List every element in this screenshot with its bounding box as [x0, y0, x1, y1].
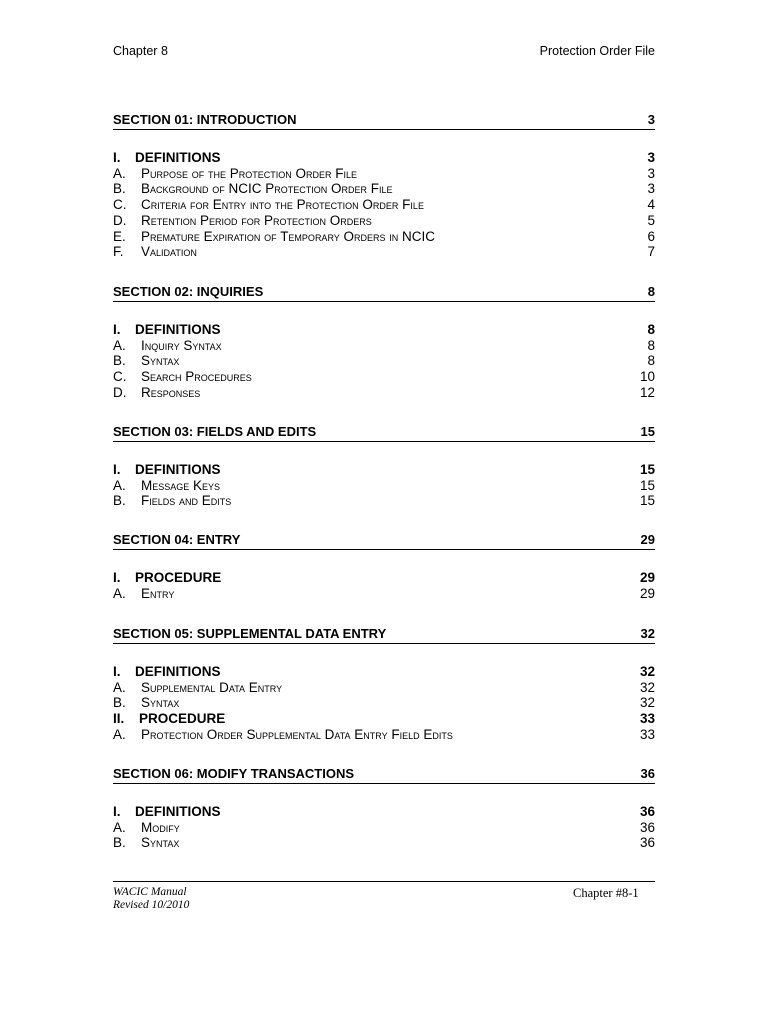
entry-page-number: 4 [647, 197, 655, 213]
toc-entry[interactable] [113, 244, 655, 260]
entry-title: DEFINITIONS [135, 664, 221, 679]
entry-title: Search Procedures [141, 369, 252, 385]
entry-page-number: 36 [639, 804, 655, 819]
entry-page-number: 36 [639, 835, 655, 851]
toc-entry[interactable] [113, 493, 655, 509]
entry-page-number: 5 [647, 212, 655, 228]
entry-number: F. [113, 244, 124, 260]
toc-subsection-heading[interactable] [113, 664, 655, 680]
footer-page-ref: Chapter #8-1 [573, 886, 639, 900]
entry-title: DEFINITIONS [135, 804, 221, 819]
footer-manual-info [113, 886, 189, 912]
toc-section-heading[interactable] [113, 112, 655, 130]
entry-number: B. [113, 835, 126, 851]
entry-page-number: 36 [639, 819, 655, 835]
section-page-number: 32 [640, 626, 655, 641]
entry-number: B. [113, 353, 126, 369]
entry-page-number: 3 [647, 165, 655, 181]
entry-title: Responses [141, 384, 201, 400]
entry-page-number: 12 [639, 384, 655, 400]
toc-entry[interactable] [113, 478, 655, 494]
chapter-label: Chapter 8 [113, 44, 168, 58]
entry-page-number: 29 [639, 585, 655, 601]
entry-title: Background of NCIC Protection Order File [141, 181, 393, 197]
entry-number: B. [113, 493, 126, 509]
entry-page-number: 3 [647, 150, 655, 165]
section-page-number: 15 [640, 424, 655, 439]
entry-page-number: 15 [639, 462, 655, 477]
entry-number: A. [113, 337, 126, 353]
entry-number: A. [113, 819, 126, 835]
entry-title: Criteria for Entry into the Protection Order File [141, 197, 424, 213]
entry-title: Syntax [141, 695, 180, 711]
entry-number: I. [113, 804, 121, 819]
section-title: SECTION 06: MODIFY TRANSACTIONS [113, 766, 355, 781]
toc-entry[interactable] [113, 338, 655, 354]
entry-title: PROCEDURE [135, 570, 222, 585]
toc-subsection-heading[interactable] [113, 150, 655, 166]
entry-number: I. [113, 322, 121, 337]
toc-entry[interactable] [113, 166, 655, 182]
section-page-number: 3 [647, 112, 655, 127]
entry-page-number: 32 [639, 679, 655, 695]
toc-section-heading[interactable] [113, 424, 655, 442]
entry-page-number: 33 [639, 711, 655, 727]
entry-page-number: 33 [639, 726, 655, 742]
entry-page-number: 8 [647, 322, 655, 337]
file-title: Protection Order File [539, 44, 655, 58]
entry-title: DEFINITIONS [135, 150, 221, 165]
section-title: SECTION 05: SUPPLEMENTAL DATA ENTRY [113, 626, 387, 641]
toc-subsection-heading[interactable] [113, 711, 655, 727]
section-page-number: 8 [647, 284, 655, 299]
entry-title: Premature Expiration of Temporary Orders in NCIC [141, 228, 436, 244]
section-title: SECTION 04: ENTRY [113, 532, 241, 547]
entry-title: Validation [141, 244, 197, 260]
section-title: SECTION 01: INTRODUCTION [113, 112, 297, 127]
footer-revised-date: Revised 10/2010 [113, 899, 190, 911]
entry-page-number: 29 [639, 570, 655, 585]
section-title: SECTION 03: FIELDS AND EDITS [113, 424, 317, 439]
toc-entry[interactable] [113, 213, 655, 229]
section-page-number: 36 [640, 766, 655, 781]
entry-number: I. [113, 462, 121, 477]
entry-title: Syntax [141, 353, 180, 369]
entry-number: B. [113, 695, 126, 711]
toc-subsection-heading[interactable] [113, 804, 655, 820]
entry-number: A. [113, 585, 126, 601]
toc-entry[interactable] [113, 680, 655, 696]
entry-page-number: 15 [639, 477, 655, 493]
entry-number: A. [113, 679, 126, 695]
entry-number: D. [113, 212, 127, 228]
entry-title: Fields and Edits [141, 493, 232, 509]
toc-entry[interactable] [113, 197, 655, 213]
entry-title: Entry [141, 585, 175, 601]
entry-number: C. [113, 369, 127, 385]
entry-number: I. [113, 570, 121, 585]
toc-subsection-heading[interactable] [113, 322, 655, 338]
entry-number: II. [113, 711, 125, 727]
entry-title: Retention Period for Protection Orders [141, 212, 372, 228]
footer-divider [113, 881, 655, 882]
toc-entry[interactable] [113, 586, 655, 602]
toc-entry[interactable] [113, 229, 655, 245]
entry-page-number: 32 [639, 664, 655, 679]
entry-title: PROCEDURE [139, 711, 226, 727]
entry-title: Inquiry Syntax [141, 337, 222, 353]
entry-number: A. [113, 477, 126, 493]
entry-page-number: 32 [639, 695, 655, 711]
toc-entry[interactable] [113, 385, 655, 401]
toc-entry[interactable] [113, 369, 655, 385]
section-title: SECTION 02: INQUIRIES [113, 284, 264, 299]
entry-page-number: 8 [647, 337, 655, 353]
entry-number: A. [113, 165, 126, 181]
entry-title: Message Keys [141, 477, 221, 493]
entry-page-number: 8 [647, 353, 655, 369]
toc-entry[interactable] [113, 835, 655, 851]
toc-entry[interactable] [113, 353, 655, 369]
entry-page-number: 7 [647, 244, 655, 260]
entry-number: I. [113, 150, 121, 165]
entry-number: C. [113, 197, 127, 213]
entry-number: A. [113, 726, 126, 742]
entry-title: Purpose of the Protection Order File [141, 165, 358, 181]
section-page-number: 29 [640, 532, 655, 547]
entry-page-number: 10 [639, 369, 655, 385]
toc-entry[interactable] [113, 695, 655, 711]
toc-section-heading[interactable] [113, 626, 655, 644]
entry-title: Modify [141, 819, 180, 835]
entry-page-number: 6 [647, 228, 655, 244]
entry-title: Syntax [141, 835, 180, 851]
toc-subsection-heading[interactable] [113, 570, 655, 586]
entry-page-number: 3 [647, 181, 655, 197]
toc-subsection-heading[interactable] [113, 462, 655, 478]
entry-page-number: 15 [639, 493, 655, 509]
footer-manual-name: WACIC Manual [113, 886, 187, 898]
entry-number: E. [113, 228, 126, 244]
entry-title: Protection Order Supplemental Data Entry Field Edits [141, 726, 453, 742]
toc-section-heading[interactable] [113, 284, 655, 302]
entry-title: DEFINITIONS [135, 322, 221, 337]
entry-number: I. [113, 664, 121, 679]
toc-section-heading[interactable] [113, 766, 655, 784]
toc-entry[interactable] [113, 820, 655, 836]
toc-section-heading[interactable] [113, 532, 655, 550]
entry-number: B. [113, 181, 126, 197]
page-header [113, 44, 655, 60]
toc-entry[interactable] [113, 181, 655, 197]
toc-entry[interactable] [113, 727, 655, 743]
entry-title: DEFINITIONS [135, 462, 221, 477]
entry-title: Supplemental Data Entry [141, 679, 283, 695]
entry-number: D. [113, 384, 127, 400]
